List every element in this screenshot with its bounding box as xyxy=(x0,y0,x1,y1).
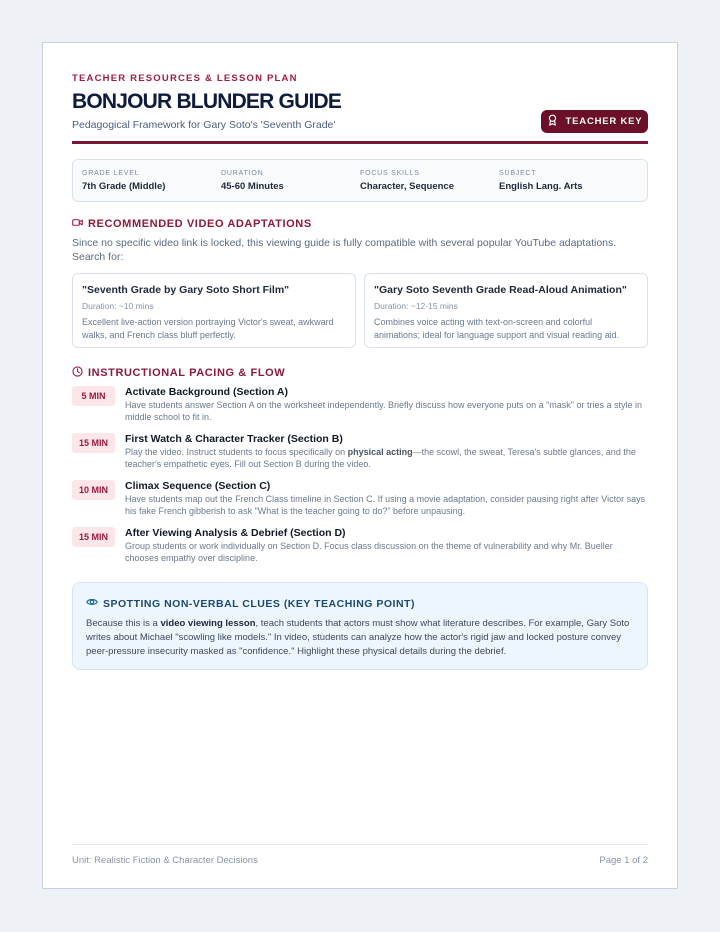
header-divider xyxy=(72,141,648,144)
pacing-step-title: After Viewing Analysis & Debrief (Section D) xyxy=(125,527,346,539)
desc-emphasis: physical acting xyxy=(347,447,413,457)
meta-label: DURATION xyxy=(221,170,264,177)
meta-label: SUBJECT xyxy=(499,170,537,177)
pacing-step-title: Climax Sequence (Section C) xyxy=(125,480,271,492)
pacing-step-description: Have students map out the French Class timeline in Section C. If using a movie adaptation, consider pausing right after Victor says his fake French gibberish to ask "What is the teacher going to do?" before unpausing. xyxy=(125,494,646,516)
video-card-title: "Seventh Grade by Gary Soto Short Film" xyxy=(82,284,290,296)
time-badge: 10 MIN xyxy=(72,480,115,500)
eyebrow-label: TEACHER RESOURCES & LESSON PLAN xyxy=(72,73,298,84)
pacing-step-description: Group students or work individually on Section D. Focus class discussion on the theme of vulnerability and why Mr. Bueller chooses empathy over discipline. xyxy=(125,541,613,563)
meta-grade-level xyxy=(82,160,221,201)
pacing-step-title: First Watch & Character Tracker (Section B) xyxy=(125,433,343,445)
callout-text: , teach students that actors must show what literature describes. For example, Gary Soto writes about Michael "scowling like models." In video, students can analyze how the actor's rigid jaw and locked posture convey peer-pressure insecurity masked as "confidence." Highlight these physical details during the debrief. xyxy=(86,618,630,657)
callout-emphasis: video viewing lesson xyxy=(160,618,256,629)
pacing-section-title: INSTRUCTIONAL PACING & FLOW xyxy=(88,367,286,379)
callout-heading xyxy=(86,596,634,611)
meta-value: 45-60 Minutes xyxy=(221,181,284,192)
video-card-duration: Duration: ~12-15 mins xyxy=(374,301,458,311)
pacing-section-heading xyxy=(72,366,285,380)
meta-value: 7th Grade (Middle) xyxy=(82,181,166,192)
pacing-step-description: Have students answer Section A on the worksheet independently. Briefly discuss how everyone puts on a "mask" or tries a style in middle school to fit in. xyxy=(125,400,642,422)
teacher-key-button[interactable] xyxy=(541,110,648,133)
meta-duration xyxy=(221,160,360,201)
time-badge: 15 MIN xyxy=(72,527,115,547)
meta-value: English Lang. Arts xyxy=(499,181,583,192)
page-subtitle: Pedagogical Framework for Gary Soto's 'Seventh Grade' xyxy=(72,119,336,131)
callout-body xyxy=(86,617,634,659)
video-card-title: "Gary Soto Seventh Grade Read-Aloud Animation" xyxy=(374,284,627,296)
footer-page-number: Page 1 of 2 xyxy=(599,855,648,866)
lesson-plan-page xyxy=(42,42,678,889)
video-card xyxy=(364,273,648,348)
video-section-heading xyxy=(72,217,312,231)
meta-label: GRADE LEVEL xyxy=(82,170,140,177)
meta-label: FOCUS SKILLS xyxy=(360,170,420,177)
teaching-point-callout xyxy=(72,582,648,670)
lesson-meta-bar xyxy=(72,159,648,202)
footer-unit: Unit: Realistic Fiction & Character Decisions xyxy=(72,855,258,866)
time-badge: 5 MIN xyxy=(72,386,115,406)
callout-text: Because this is a xyxy=(86,618,161,629)
award-ribbon-icon xyxy=(547,114,558,129)
meta-focus-skills xyxy=(360,160,499,201)
callout-title: SPOTTING NON-VERBAL CLUES (KEY TEACHING POINT) xyxy=(103,597,415,610)
teacher-key-label: TEACHER KEY xyxy=(565,116,643,127)
desc-text: —the scowl, the sweat, Teresa's subtle glances, and the teacher's empathetic eyes. Fill out Section B during the video. xyxy=(125,447,636,469)
page-title: BONJOUR BLUNDER GUIDE xyxy=(72,90,342,113)
video-card xyxy=(72,273,356,348)
footer-divider xyxy=(72,844,648,845)
video-card-duration: Duration: ~10 mins xyxy=(82,301,154,311)
pacing-step-description xyxy=(125,446,648,470)
eye-icon xyxy=(86,596,98,611)
desc-text: Play the video. Instruct students to focus specifically on xyxy=(125,447,348,457)
meta-value: Character, Sequence xyxy=(360,181,454,192)
meta-subject xyxy=(499,160,638,201)
pacing-step-title: Activate Background (Section A) xyxy=(125,386,288,398)
video-intro-text: Since no specific video link is locked, this viewing guide is fully compatible with several popular YouTube adaptations. Search for: xyxy=(72,237,617,263)
video-card-description: Combines voice acting with text-on-screen and colorful animations; ideal for language support and visual reading aid. xyxy=(374,317,620,340)
video-camera-icon xyxy=(72,217,83,231)
video-section-title: RECOMMENDED VIDEO ADAPTATIONS xyxy=(88,218,312,230)
time-badge: 15 MIN xyxy=(72,433,115,453)
clock-icon xyxy=(72,366,83,380)
video-card-description: Excellent live-action version portraying Victor's sweat, awkward walks, and French class bluff perfectly. xyxy=(82,317,334,340)
